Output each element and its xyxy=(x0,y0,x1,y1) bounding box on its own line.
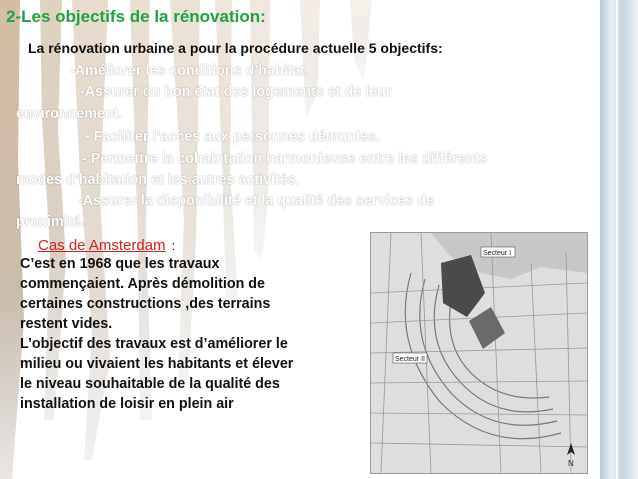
case-text-line-6: milieu ou vivaient les habitants et élever xyxy=(20,356,294,372)
case-colon: : xyxy=(171,238,176,253)
objective-line-5: - Permettre la cohabitation harmonieuse entre les différents xyxy=(82,151,488,167)
objective-line-1: -Améliorer les conditions d’habitat. xyxy=(70,63,310,79)
case-text-line-4: restent vides. xyxy=(20,316,113,332)
amsterdam-map-drawing xyxy=(371,233,587,473)
map-label-sector-2: Secteur II xyxy=(395,356,425,363)
map-north-label: N xyxy=(568,459,574,468)
case-text-line-3: certaines constructions ,des terrains xyxy=(20,296,271,312)
case-title: Cas de Amsterdam xyxy=(38,237,166,254)
objective-line-6: modes d’habitation et les autres activités. xyxy=(16,172,300,188)
intro-text: La rénovation urbaine a pour la procédure actuelle 5 objectifs: xyxy=(28,40,443,56)
objective-line-7: -Assurer la disponibilité et la qualité des services de xyxy=(78,193,434,209)
slide-title: 2-Les objectifs de la rénovation: xyxy=(6,7,266,26)
map-label-sector-1: Secteur I xyxy=(483,250,512,257)
objective-line-2: -Assurer du bon état des logements et de leur xyxy=(80,84,392,100)
case-subtitle xyxy=(38,237,175,254)
amsterdam-map xyxy=(370,232,588,474)
case-text-line-7: le niveau souhaitable de la qualité des xyxy=(20,376,280,392)
objective-line-4: - Faciliter l’accès aux personnes démunies. xyxy=(85,129,380,145)
case-text-line-2: commençaient. Après démolition de xyxy=(20,276,265,292)
decorative-right-strip xyxy=(600,0,638,479)
objective-line-8: proximité. xyxy=(16,214,85,230)
decorative-strip-line xyxy=(616,0,618,479)
case-text-line-1: C’est en 1968 que les travaux xyxy=(20,256,220,272)
objective-line-3: environnement. xyxy=(16,106,123,122)
case-text-line-8: installation de loisir en plein air xyxy=(20,396,234,412)
case-text-line-5: L’objectif des travaux est d’améliorer le xyxy=(20,336,288,352)
